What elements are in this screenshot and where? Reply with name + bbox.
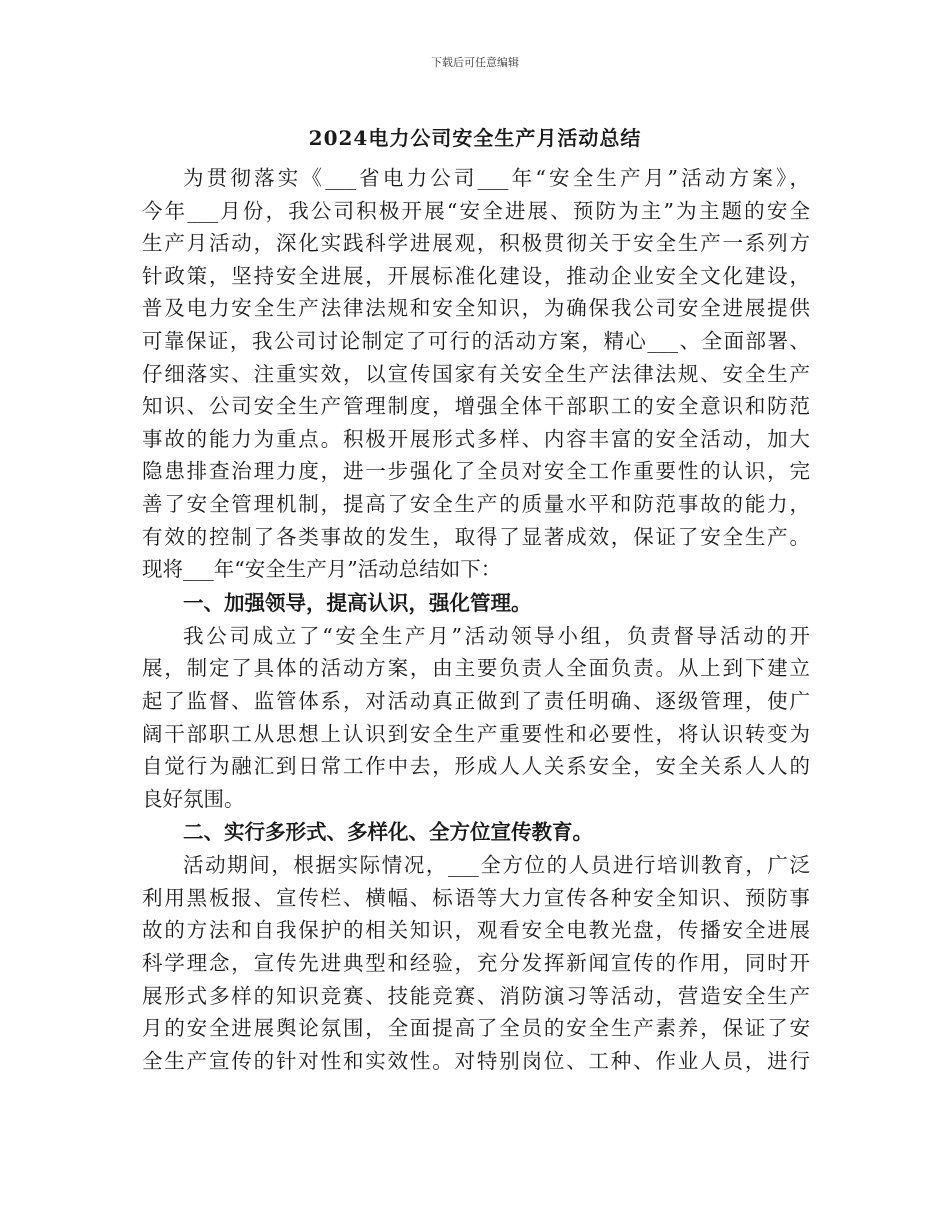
paragraph-line: 我公司成立了“安全生产月”活动领导小组，负责督导活动的开 <box>183 623 810 648</box>
paragraph-line: 善了安全管理机制，提高了安全生产的质量水平和防范事故的能力， <box>142 491 810 516</box>
paragraph-line: 有效的控制了各类事故的发生，取得了显著成效，保证了安全生产。 <box>142 524 810 549</box>
page-header-note: 下载后可任意编辑 <box>431 56 519 69</box>
paragraph-line: 展形式多样的知识竞赛、技能竞赛、消防演习等活动，营造安全生产 <box>142 983 810 1008</box>
paragraph-line: 事故的能力为重点。积极开展形式多样、内容丰富的安全活动，加大 <box>142 426 810 451</box>
paragraph-line: 普及电力安全生产法律法规和安全知识，为确保我公司安全进展提供 <box>142 296 810 321</box>
section-2-paragraph <box>142 849 810 1077</box>
paragraph-line: 隐患排查治理力度，进一步强化了全员对安全工作重要性的认识，完 <box>142 459 810 484</box>
paragraph-line: 月的安全进展舆论氛围，全面提高了全员的安全生产素养，保证了安 <box>142 1016 810 1041</box>
document-title: 2024电力公司安全生产月活动总结 <box>308 126 642 150</box>
paragraph-line: 阔干部职工从思想上认识到安全生产重要性和必要性，将认识转变为 <box>142 721 810 746</box>
paragraph-line: 可靠保证，我公司讨论制定了可行的活动方案，精心___、全面部署、 <box>142 328 810 353</box>
paragraph-line: 展，制定了具体的活动方案，由主要负责人全面负责。从上到下建立 <box>142 656 810 681</box>
paragraph-line: 全生产宣传的针对性和实效性。对特别岗位、工种、作业人员，进行 <box>142 1048 810 1073</box>
section-heading-1: 一、加强领导，提高认识，强化管理。 <box>183 590 532 615</box>
paragraph-line: 现将___年“安全生产月”活动总结如下： <box>142 557 502 582</box>
paragraph-line: 良好氛围。 <box>142 786 245 811</box>
paragraph-line: 针政策，坚持安全进展，开展标准化建设，推动企业安全文化建设， <box>142 263 810 288</box>
paragraph-line: 知识、公司安全生产管理制度，增强全体干部职工的安全意识和防范 <box>142 394 810 419</box>
paragraph-line: 利用黑板报、宣传栏、横幅、标语等大力宣传各种安全知识、预防事 <box>142 885 810 910</box>
section-1-paragraph <box>142 620 810 816</box>
document-body <box>142 162 810 1077</box>
intro-paragraph <box>142 162 810 586</box>
paragraph-line: 生产月活动，深化实践科学进展观，积极贯彻关于安全生产一系列方 <box>142 231 810 256</box>
paragraph-line: 科学理念，宣传先进典型和经验，充分发挥新闻宣传的作用，同时开 <box>142 951 810 976</box>
paragraph-line: 为贯彻落实《___省电力公司___年“安全生产月”活动方案》， <box>183 166 810 190</box>
paragraph-line: 故的方法和自我保护的相关知识，观看安全电教光盘，传播安全进展 <box>142 918 810 943</box>
paragraph-line: 今年___月份，我公司积极开展“安全进展、预防为主”为主题的安全 <box>142 198 810 223</box>
paragraph-line: 活动期间，根据实际情况，___全方位的人员进行培训教育，广泛 <box>183 853 810 878</box>
paragraph-line: 自觉行为融汇到日常工作中去，形成人人关系安全，安全关系人人的 <box>142 754 810 779</box>
paragraph-line: 起了监督、监管体系，对活动真正做到了责任明确、逐级管理，使广 <box>142 688 810 713</box>
paragraph-line: 仔细落实、注重实效，以宣传国家有关安全生产法律法规、安全生产 <box>142 361 810 386</box>
section-heading-2: 二、实行多形式、多样化、全方位宣传教育。 <box>183 820 593 845</box>
